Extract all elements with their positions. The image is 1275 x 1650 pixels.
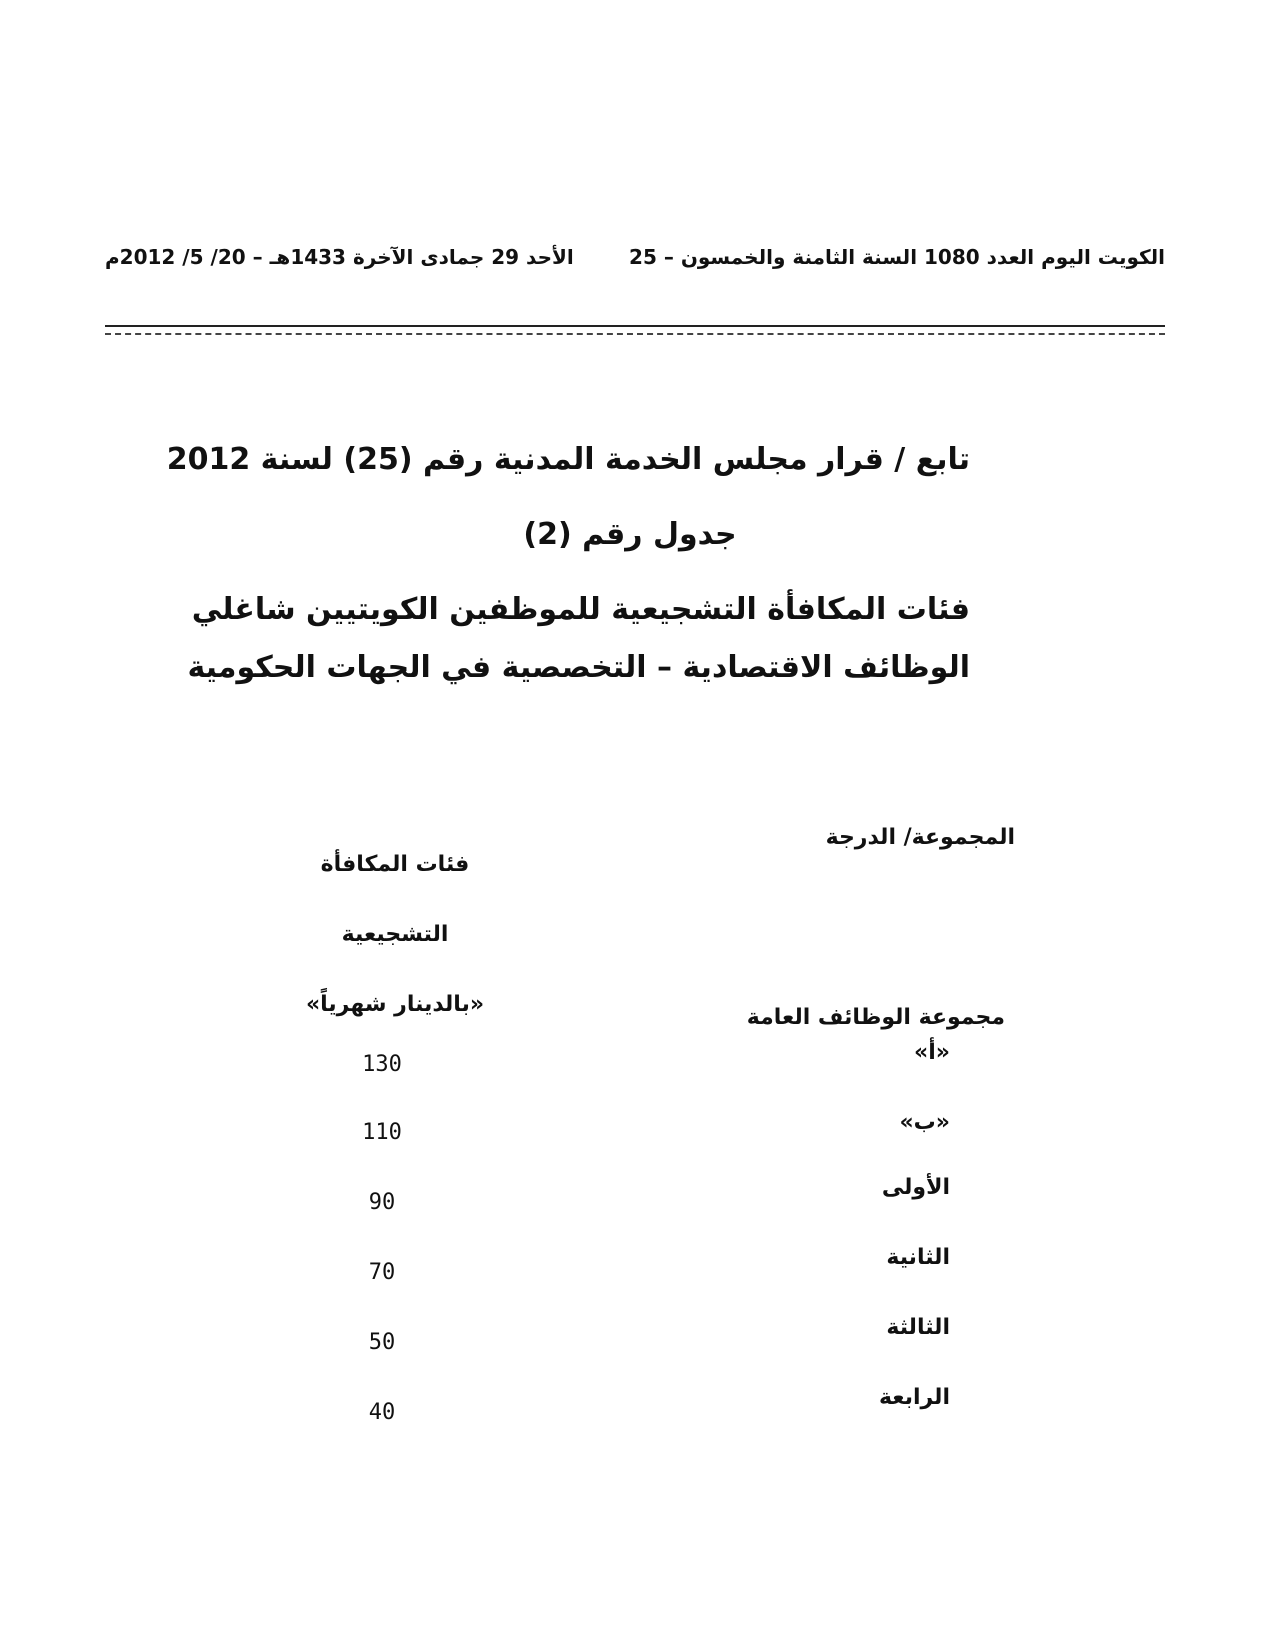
group-label: مجموعة الوظائف العامة bbox=[746, 1005, 1005, 1030]
table-row bbox=[0, 1315, 1275, 1355]
row-grade: الثانية bbox=[886, 1245, 950, 1270]
row-amount: 110 bbox=[362, 1120, 402, 1145]
header-date: الأحد 29 جمادى الآخرة 1433هـ – 20/ 5/ 2012م bbox=[105, 245, 574, 269]
table-row bbox=[0, 1040, 1275, 1080]
row-grade: الأولى bbox=[881, 1175, 950, 1200]
column-header-amount-line2: «بالدينار شهرياً» bbox=[305, 992, 485, 1017]
header-publication-info: الكويت اليوم العدد 1080 السنة الثامنة والخمسون – 25 bbox=[629, 245, 1165, 269]
row-grade: الرابعة bbox=[878, 1385, 950, 1410]
header-divider bbox=[105, 325, 1165, 335]
row-amount: 130 bbox=[362, 1052, 402, 1077]
column-header-grade: المجموعة/ الدرجة bbox=[825, 825, 1015, 850]
row-grade: «أ» bbox=[914, 1040, 950, 1065]
document-titles bbox=[166, 440, 970, 723]
table-row bbox=[0, 1385, 1275, 1425]
table-row bbox=[0, 1245, 1275, 1285]
row-amount: 90 bbox=[368, 1190, 396, 1215]
row-amount: 70 bbox=[368, 1260, 396, 1285]
page-header bbox=[105, 245, 1165, 285]
row-grade: الثالثة bbox=[886, 1315, 950, 1340]
column-header-amount bbox=[275, 830, 515, 1040]
title-table-subject-line2: الوظائف الاقتصادية – التخصصية في الجهات الحكومية bbox=[187, 650, 970, 685]
row-amount: 50 bbox=[368, 1330, 396, 1355]
table-row bbox=[0, 1175, 1275, 1215]
title-decision: تابع / قرار مجلس الخدمة المدنية رقم (25) لسنة 2012 bbox=[166, 442, 970, 477]
column-header-amount-line1: فئات المكافأة التشجيعية bbox=[320, 852, 470, 947]
title-table-subject-line1: فئات المكافأة التشجيعية للموظفين الكويتيين شاغلي bbox=[191, 592, 970, 627]
table-row bbox=[0, 1110, 1275, 1150]
row-grade: «ب» bbox=[899, 1110, 950, 1135]
row-amount: 40 bbox=[368, 1400, 396, 1425]
title-table-number: جدول رقم (2) bbox=[523, 517, 737, 552]
